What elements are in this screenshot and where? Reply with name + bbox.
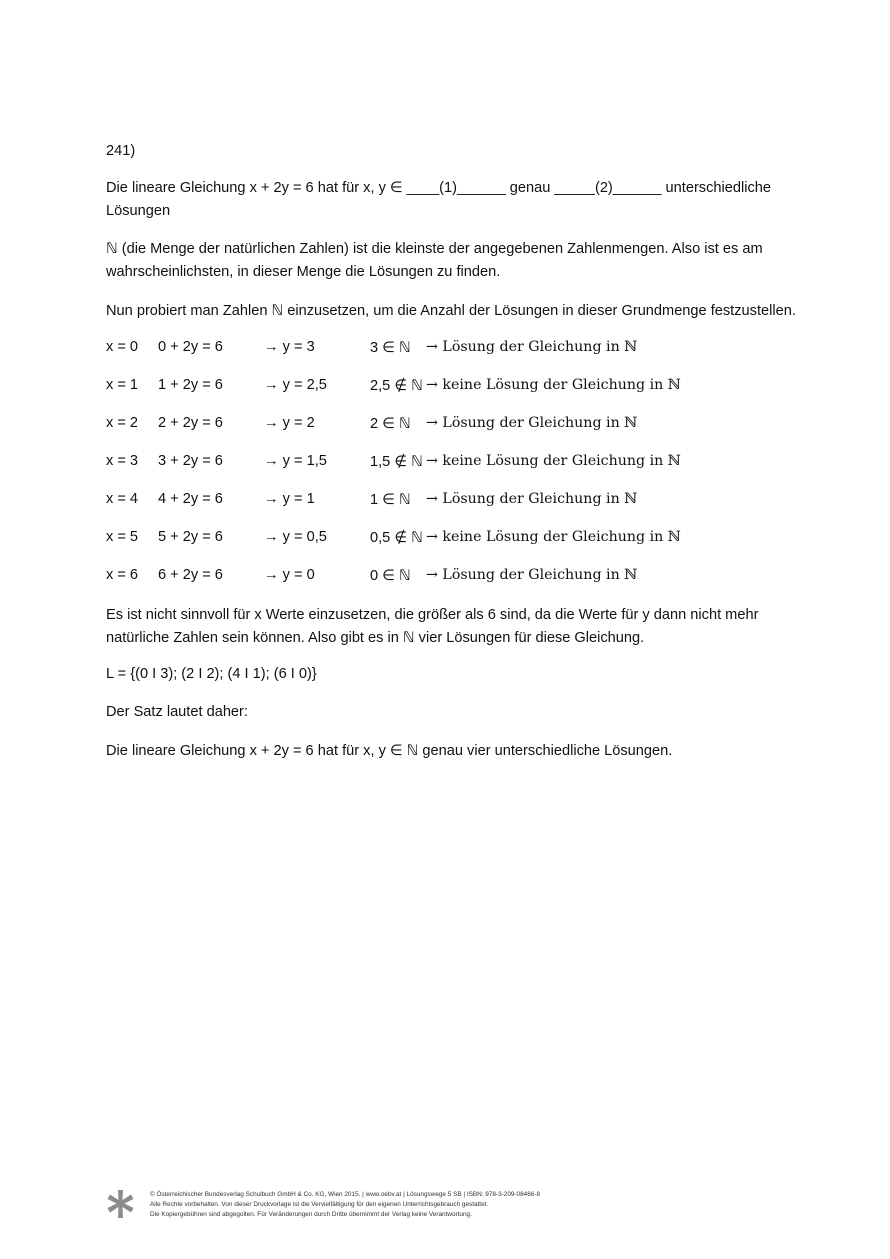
y-value: → y = 2: [264, 415, 315, 431]
equation: 5 + 2y = 6: [158, 529, 223, 545]
result: → keine Lösung der Gleichung in ℕ: [426, 377, 681, 393]
table-row: [106, 567, 806, 589]
satz-intro: Der Satz lautet daher:: [106, 704, 248, 720]
x-value: x = 5: [106, 529, 139, 545]
y-value: → y = 0,5: [264, 529, 327, 545]
x-value: x = 6: [106, 567, 139, 583]
membership: 3 ∈ ℕ: [370, 340, 411, 356]
result: → Lösung der Gleichung in ℕ: [426, 339, 638, 355]
table-row: [106, 453, 806, 475]
footer-line: Alle Rechte vorbehalten. Von dieser Druckvorlage ist die Vervielfältigung für den eigenen Unterrichtsgebrauch gestattet.: [150, 1201, 489, 1208]
membership: 0,5 ∉ ℕ: [370, 530, 423, 546]
membership: 2,5 ∉ ℕ: [370, 378, 423, 394]
result: → Lösung der Gleichung in ℕ: [426, 491, 638, 507]
membership: 1 ∈ ℕ: [370, 492, 411, 508]
y-value: → y = 0: [264, 567, 315, 583]
solution-set: L = {(0 I 3); (2 I 2); (4 I 1); (6 I 0)}: [106, 666, 317, 682]
table-row: [106, 415, 806, 437]
footer-line: Die Kopiergebühren sind abgegolten. Für Veränderungen durch Dritte übernimmt der Verlag keine Verantwortung.: [150, 1211, 472, 1218]
x-value: x = 1: [106, 377, 139, 393]
x-value: x = 3: [106, 453, 139, 469]
y-value: → y = 1,5: [264, 453, 327, 469]
paragraph-conclusion: Es ist nicht sinnvoll für x Werte einzusetzen, die größer als 6 sind, da die Werte für y dann nicht mehr natürliche Zahlen sein können. Also gibt es in ℕ vier Lösungen für diese Gleichung.: [106, 607, 759, 646]
membership: 0 ∈ ℕ: [370, 568, 411, 584]
publisher-logo-icon: [104, 1188, 136, 1220]
result: → Lösung der Gleichung in ℕ: [426, 415, 638, 431]
equation: 6 + 2y = 6: [158, 567, 223, 583]
paragraph-substitution: Nun probiert man Zahlen ℕ einzusetzen, um die Anzahl der Lösungen in dieser Grundmenge festzustellen.: [106, 303, 796, 319]
y-value: → y = 1: [264, 491, 315, 507]
paragraph-natural-numbers: ℕ (die Menge der natürlichen Zahlen) ist die kleinste der angegebenen Zahlenmengen. Also ist es am wahrscheinlichsten, in dieser Menge die Lösungen zu finden.: [106, 241, 763, 280]
x-value: x = 2: [106, 415, 139, 431]
result: → Lösung der Gleichung in ℕ: [426, 567, 638, 583]
table-row: [106, 339, 806, 361]
equation: 3 + 2y = 6: [158, 453, 223, 469]
equation: 4 + 2y = 6: [158, 491, 223, 507]
final-sentence: Die lineare Gleichung x + 2y = 6 hat für x, y ∈ ℕ genau vier unterschiedliche Lösungen.: [106, 743, 673, 759]
table-row: [106, 491, 806, 513]
footer-copyright: [150, 1190, 540, 1220]
footer-line: © Österreichischer Bundesverlag Schulbuch GmbH & Co. KG, Wien 2015. | www.oebv.at | Lösungswege 5 SB | ISBN: 978-3-209-08466-8: [150, 1191, 541, 1198]
membership: 2 ∈ ℕ: [370, 416, 411, 432]
equation: 1 + 2y = 6: [158, 377, 223, 393]
task-number: 241): [106, 143, 136, 159]
table-row: [106, 529, 806, 551]
task-statement: Die lineare Gleichung x + 2y = 6 hat für x, y ∈ ____(1)______ genau _____(2)______ unterschiedliche Lösungen: [106, 180, 772, 219]
equation: 0 + 2y = 6: [158, 339, 223, 355]
y-value: → y = 2,5: [264, 377, 327, 393]
result: → keine Lösung der Gleichung in ℕ: [426, 529, 681, 545]
y-value: → y = 3: [264, 339, 315, 355]
membership: 1,5 ∉ ℕ: [370, 454, 423, 470]
result: → keine Lösung der Gleichung in ℕ: [426, 453, 681, 469]
table-row: [106, 377, 806, 399]
equation: 2 + 2y = 6: [158, 415, 223, 431]
x-value: x = 0: [106, 339, 139, 355]
x-value: x = 4: [106, 491, 139, 507]
